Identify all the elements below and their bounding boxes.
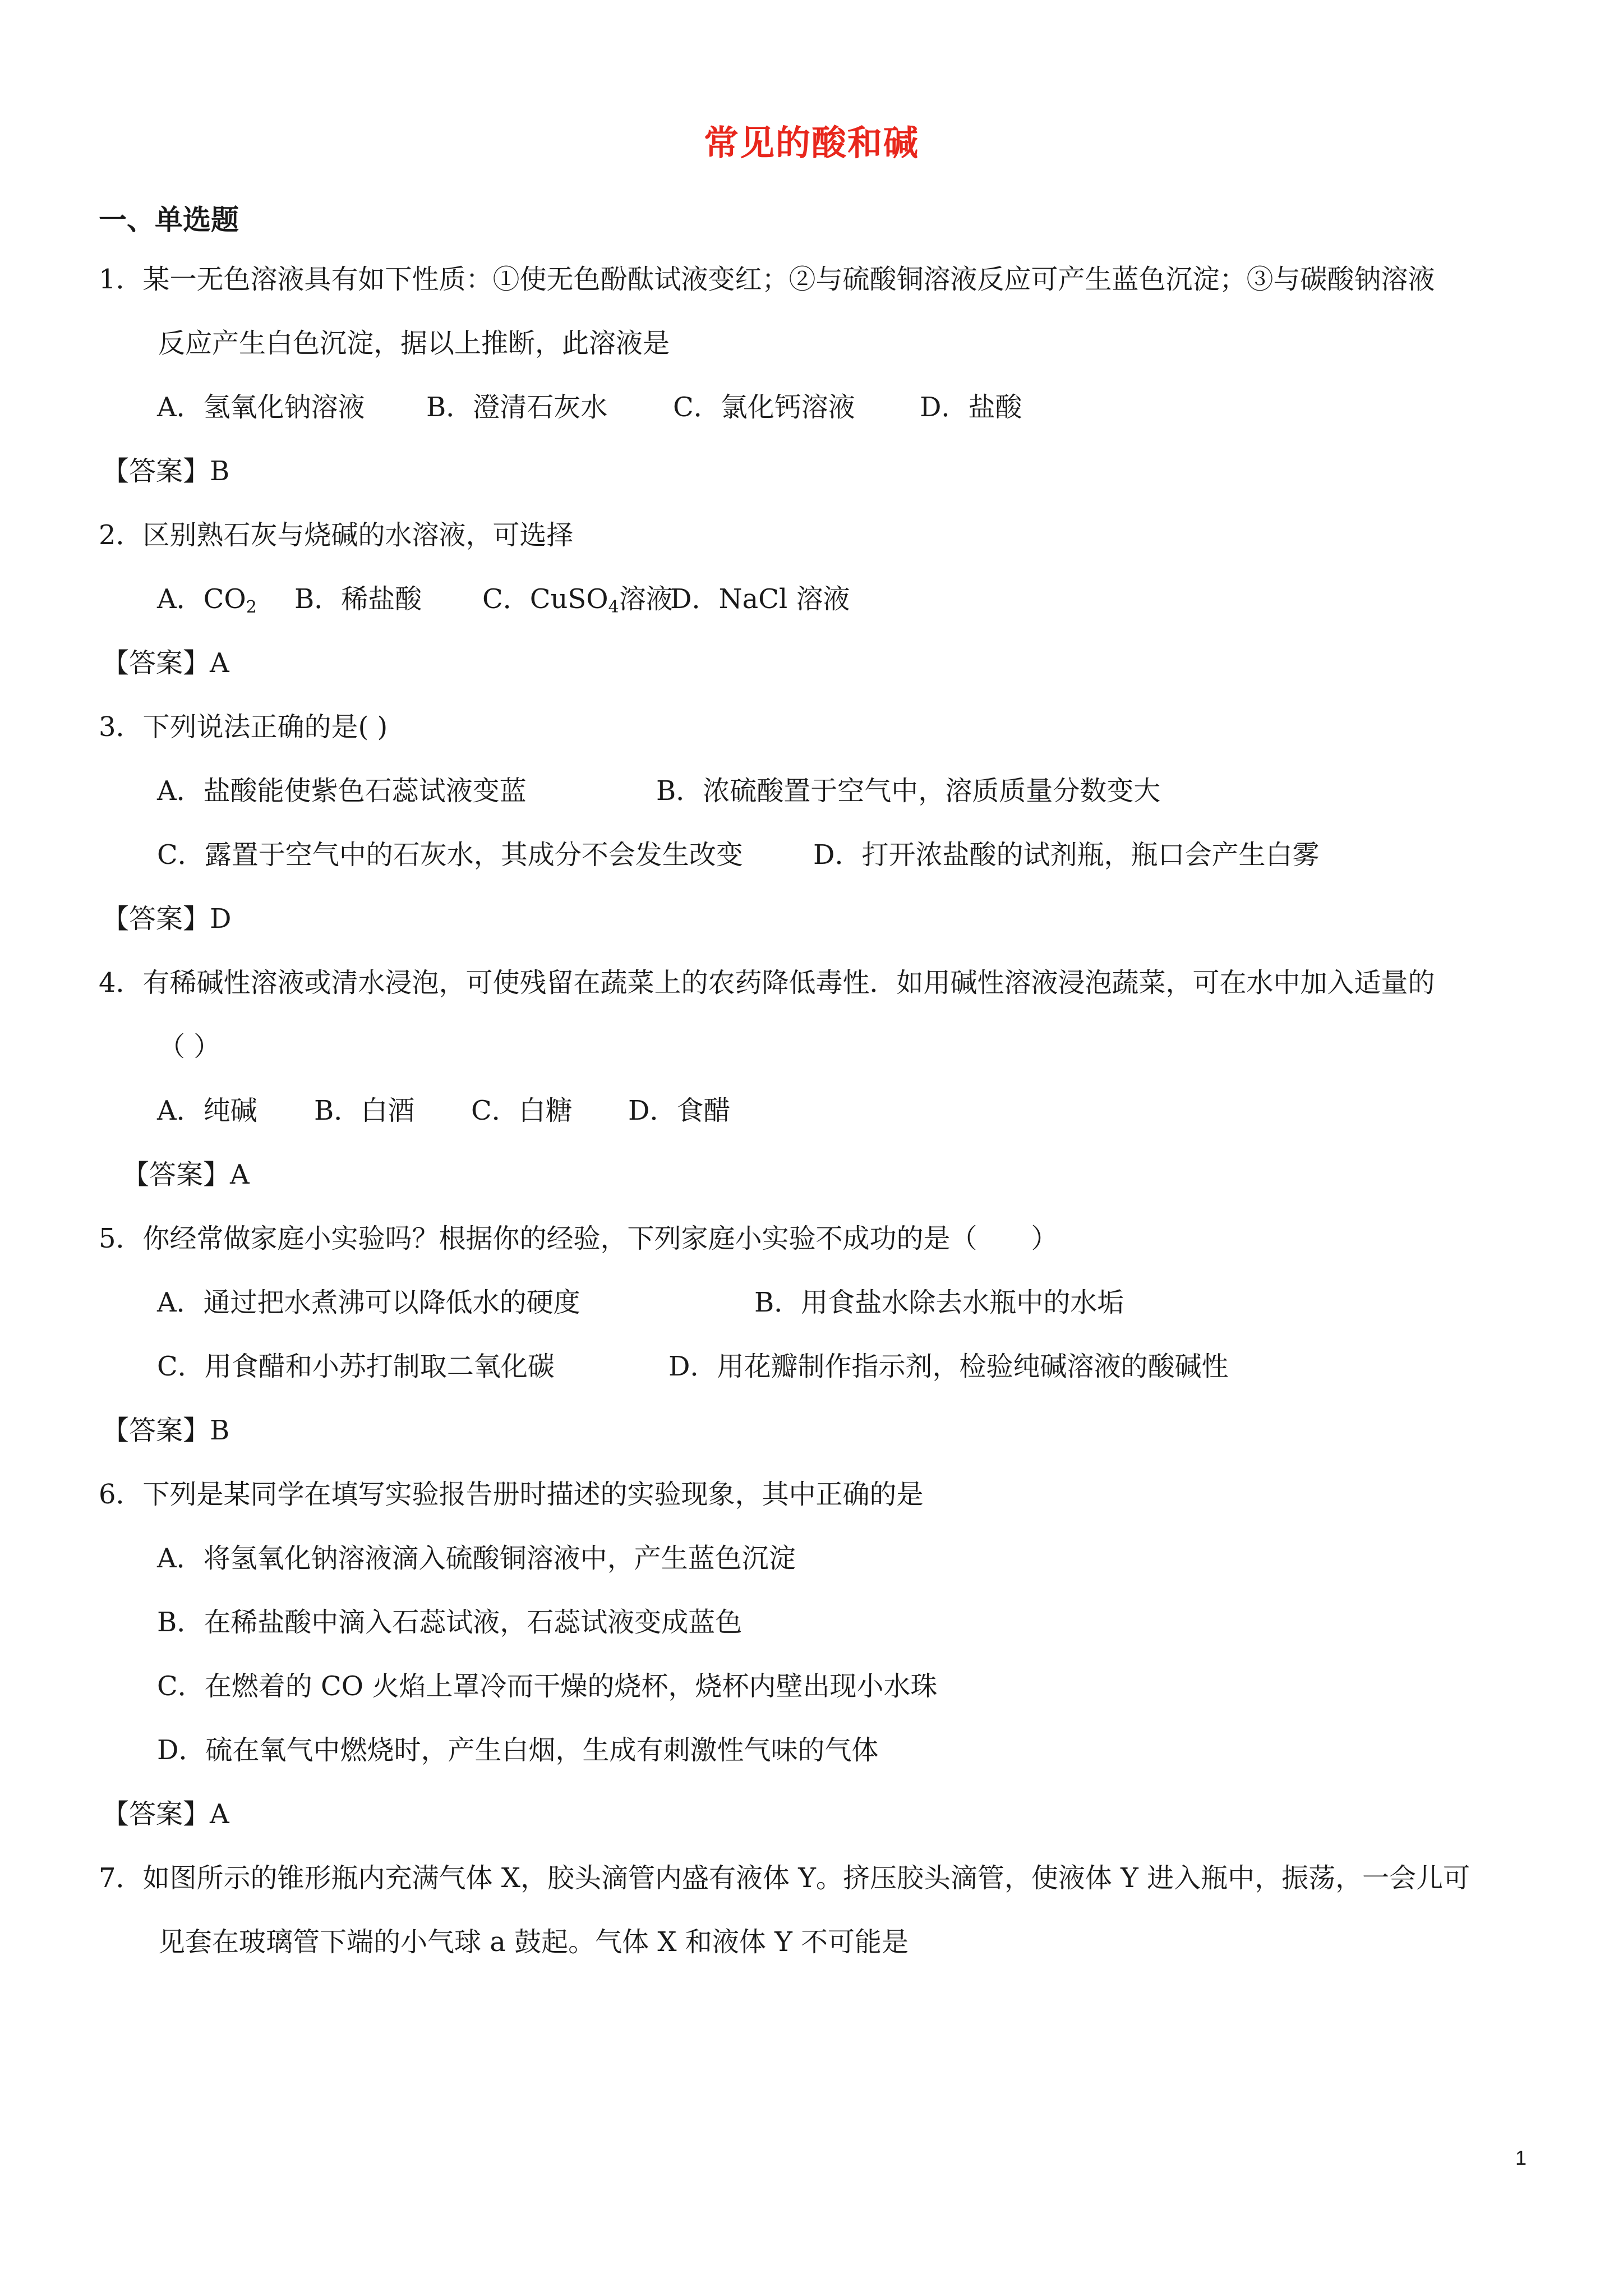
option-a: A．纯碱: [157, 1095, 257, 1126]
question-6-stem: 6．下列是某同学在填写实验报告册时描述的实验现象，其中正确的是: [99, 1479, 924, 1510]
question-3-answer: 【答案】D: [102, 903, 232, 935]
option-d: D．NaCl 溶液: [670, 583, 850, 615]
option-b: B．澄清石灰水: [426, 392, 608, 423]
question-6-option-d: D．硫在氧气中燃烧时，产生白烟，生成有刺激性气味的气体: [157, 1734, 879, 1766]
question-5-answer: 【答案】B: [102, 1415, 230, 1446]
option-c: C．氯化钙溶液: [673, 392, 855, 423]
question-2-stem: 2．区别熟石灰与烧碱的水溶液，可选择: [99, 519, 574, 551]
question-6-option-c: C．在燃着的 CO 火焰上罩冷而干燥的烧杯，烧杯内壁出现小水珠: [157, 1671, 938, 1702]
option-d: D．用花瓣制作指示剂，检验纯碱溶液的酸碱性: [668, 1351, 1229, 1382]
question-6-answer: 【答案】A: [102, 1798, 229, 1830]
option-a: A．氢氧化钠溶液: [157, 392, 365, 423]
question-4-answer: 【答案】A: [122, 1159, 250, 1190]
question-4-options: [157, 1094, 731, 1128]
question-5-stem: 5．你经常做家庭小实验吗？根据你的经验，下列家庭小实验不成功的是（ ）: [99, 1223, 1058, 1254]
option-d: D．盐酸: [920, 392, 1022, 423]
option-c: C．CuSO$_4$溶液: [482, 583, 673, 617]
option-b: B．浓硫酸置于空气中，溶质质量分数变大: [656, 775, 1161, 807]
question-4-stem-continued: （ ）: [158, 1031, 221, 1062]
question-3-options-cd: [157, 838, 1320, 872]
question-3-stem: 3．下列说法正确的是( ): [99, 711, 388, 743]
option-a: A．$CO_2$: [157, 583, 257, 617]
question-4-stem: 4．有稀碱性溶液或清水浸泡，可使残留在蔬菜上的农药降低毒性．如用碱性溶液浸泡蔬菜，可在水中加入适量的: [99, 967, 1435, 999]
option-d: D．食醋: [628, 1095, 731, 1126]
option-c: C．白糖: [471, 1095, 573, 1126]
question-1-stem-continued: 反应产生白色沉淀，据以上推断，此溶液是: [158, 328, 670, 359]
option-b: B．稀盐酸: [294, 583, 422, 615]
page-number: 1: [1515, 2146, 1527, 2169]
option-b: B．白酒: [314, 1095, 415, 1126]
option-c: C．露置于空气中的石灰水，其成分不会发生改变: [157, 839, 743, 871]
question-1-answer: 【答案】B: [102, 455, 230, 487]
question-1-options: [157, 390, 1022, 424]
option-b: B．用食盐水除去水瓶中的水垢: [754, 1287, 1124, 1318]
question-2-options: [157, 582, 850, 616]
question-2-answer: 【答案】A: [102, 647, 229, 679]
question-5-options-cd: [157, 1350, 1229, 1383]
question-7-stem: 7．如图所示的锥形瓶内充满气体 X，胶头滴管内盛有液体 Y。挤压胶头滴管，使液体 Y 进入瓶中，振荡，一会儿可: [99, 1862, 1470, 1894]
question-5-options-ab: [157, 1286, 1124, 1319]
question-7-stem-continued: 见套在玻璃管下端的小气球 a 鼓起。气体 X 和液体 Y 不可能是: [158, 1926, 909, 1958]
option-d: D．打开浓盐酸的试剂瓶，瓶口会产生白雾: [813, 839, 1320, 871]
question-6-option-b: B．在稀盐酸中滴入石蕊试液，石蕊试液变成蓝色: [157, 1607, 743, 1638]
question-6-option-a: A．将氢氧化钠溶液滴入硫酸铜溶液中，产生蓝色沉淀: [157, 1543, 796, 1574]
option-a: A．盐酸能使紫色石蕊试液变蓝: [157, 775, 527, 807]
document-title: 常见的酸和碱: [703, 122, 919, 163]
question-3-options-ab: [157, 774, 1160, 808]
option-c: C．用食醋和小苏打制取二氧化碳: [157, 1351, 555, 1382]
option-a: A．通过把水煮沸可以降低水的硬度: [157, 1287, 580, 1318]
question-1-stem: 1．某一无色溶液具有如下性质：①使无色酚酞试液变红；②与硫酸铜溶液反应可产生蓝色沉淀；③与碳酸钠溶液: [99, 264, 1435, 295]
section-heading: 一、单选题: [99, 204, 239, 236]
